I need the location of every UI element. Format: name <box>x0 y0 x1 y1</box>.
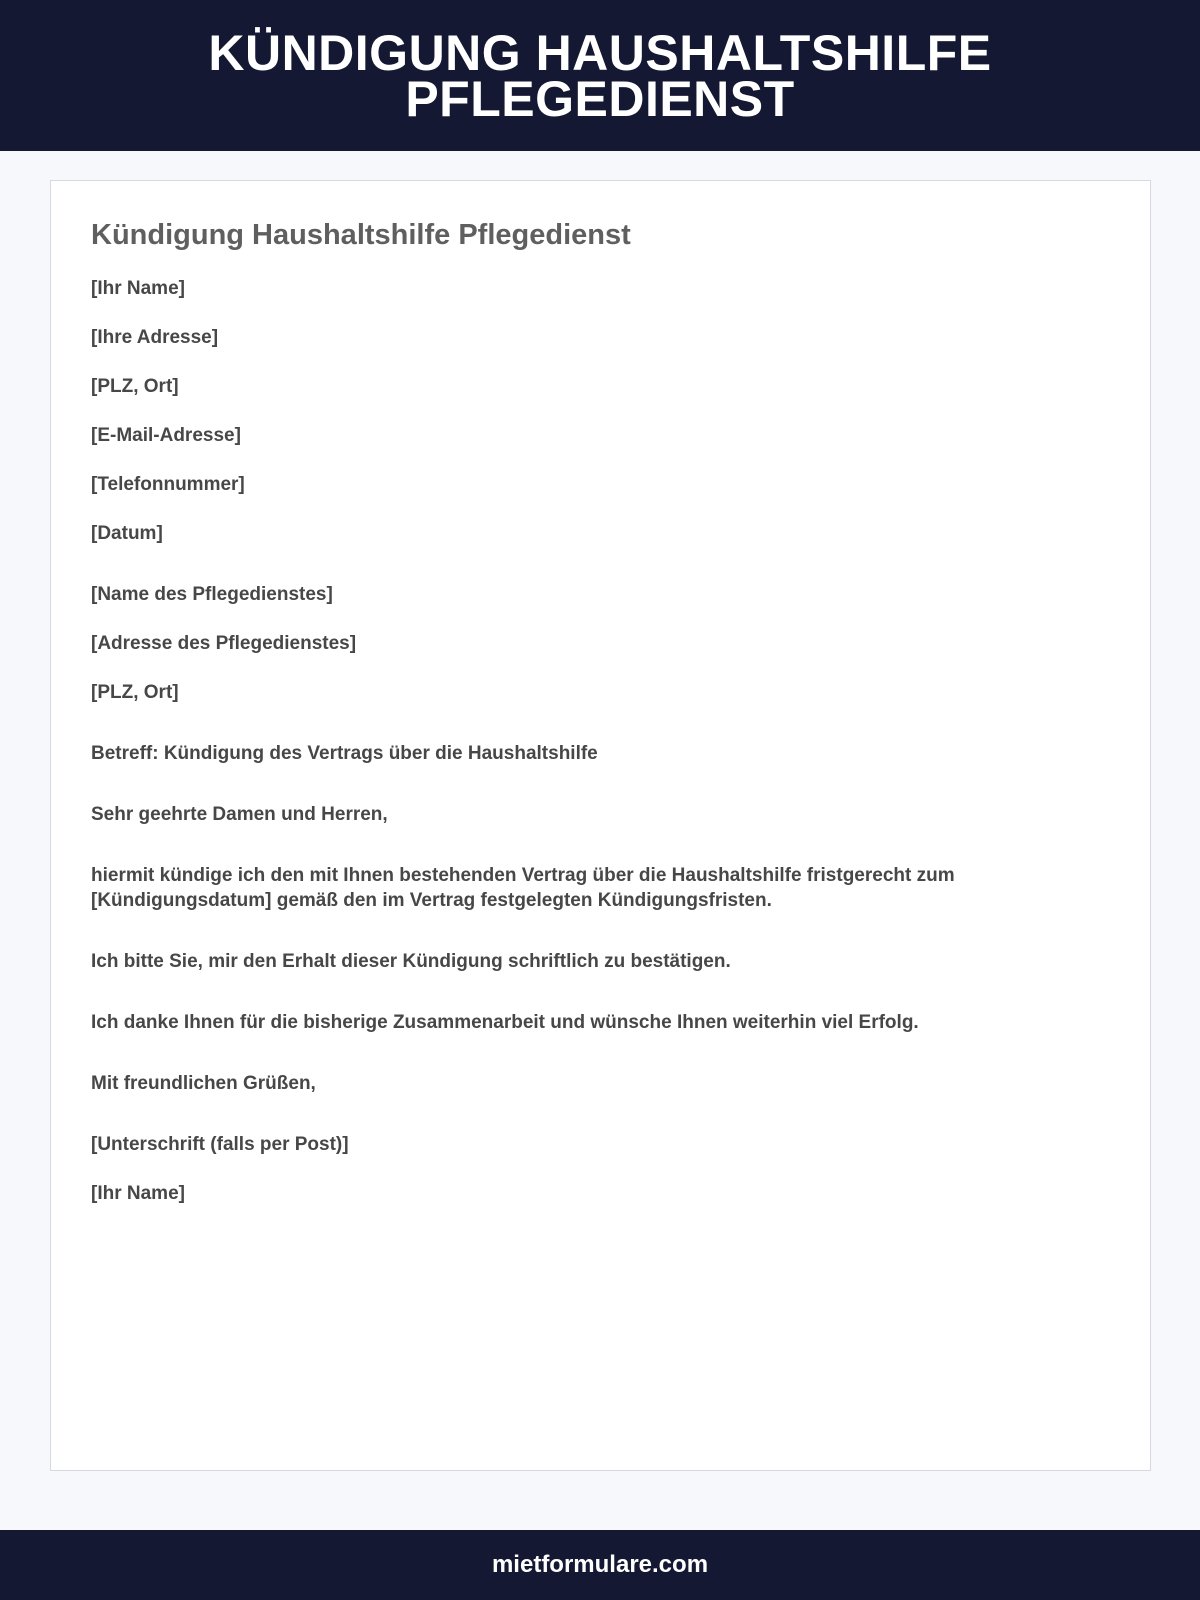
body-paragraph: hiermit kündige ich den mit Ihnen bestehenden Vertrag über die Haushaltshilfe fristgerecht zum [Kündigungsdatum] gemäß den im Vertrag festgelegten Kündigungsfristen. <box>91 865 955 911</box>
body-paragraph: Ich danke Ihnen für die bisherige Zusammenarbeit und wünsche Ihnen weiterhin viel Erfolg. <box>91 1012 919 1033</box>
footer-site-link[interactable]: mietformulare.com <box>491 1551 709 1578</box>
body-paragraph: Ich bitte Sie, mir den Erhalt dieser Kündigung schriftlich zu bestätigen. <box>91 951 731 972</box>
sender-address: [Ihre Adresse] <box>91 327 219 348</box>
letter-salutation: Sehr geehrte Damen und Herren, <box>91 804 388 825</box>
document-title: Kündigung Haushaltshilfe Pflegedienst <box>91 219 631 251</box>
letter-subject: Betreff: Kündigung des Vertrags über die Haushaltshilfe <box>91 743 598 764</box>
page-footer <box>0 1530 1200 1600</box>
signature-placeholder: [Unterschrift (falls per Post)] <box>91 1134 349 1155</box>
letter-closing: Mit freundlichen Grüßen, <box>91 1073 316 1094</box>
page-title: KÜNDIGUNG HAUSHALTSHILFE PFLEGEDIENST <box>208 24 992 127</box>
letter-date: [Datum] <box>91 523 163 544</box>
document-sheet <box>50 180 1151 1471</box>
recipient-city: [PLZ, Ort] <box>91 682 179 703</box>
sender-phone: [Telefonnummer] <box>91 474 245 495</box>
recipient-address: [Adresse des Pflegedienstes] <box>91 633 357 654</box>
page-header <box>0 0 1200 151</box>
sender-email: [E-Mail-Adresse] <box>91 425 241 446</box>
signature-name: [Ihr Name] <box>91 1183 185 1204</box>
sender-name: [Ihr Name] <box>91 278 185 299</box>
sender-city: [PLZ, Ort] <box>91 376 179 397</box>
recipient-name: [Name des Pflegedienstes] <box>91 584 333 605</box>
